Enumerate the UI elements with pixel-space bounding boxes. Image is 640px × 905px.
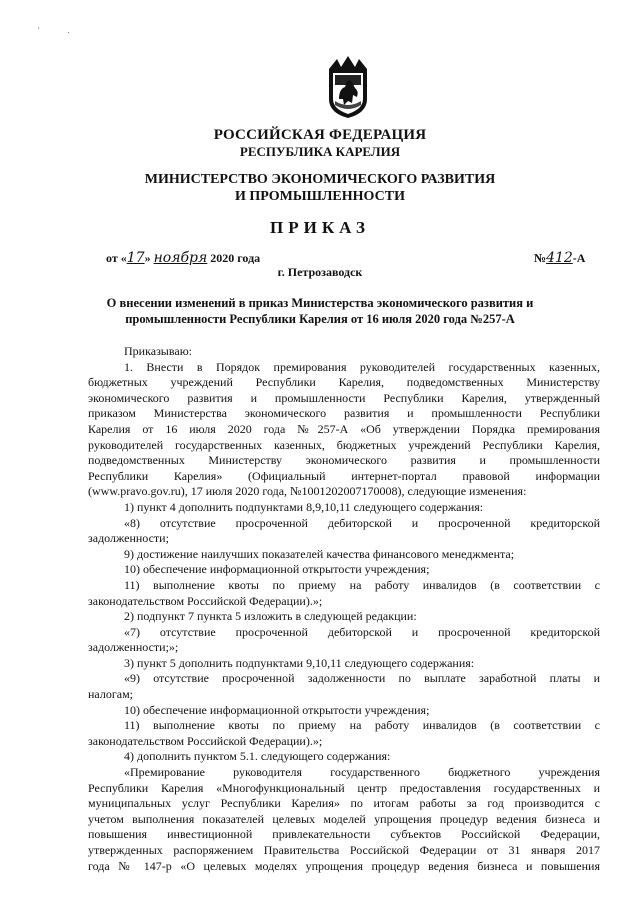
number-value: 412: [546, 250, 573, 266]
body-line: руководителей государственных казенных, бюджетных учреждений Республики Карелия,: [88, 437, 600, 452]
ministry-heading-line2: И ПРОМЫШЛЕННОСТИ: [235, 189, 405, 204]
federation-heading: РОССИЙСКАЯ ФЕДЕРАЦИЯ: [213, 127, 427, 143]
order-date: [106, 250, 260, 266]
body-line: «9) отсутствие просроченной задолженности по выплате заработной платы и: [124, 671, 600, 686]
body-line: 2) подпункт 7 пункта 5 изложить в следующей редакции:: [124, 609, 417, 624]
city-line: г. Петрозаводск: [277, 265, 363, 279]
date-prefix: от «: [106, 251, 127, 265]
body-line: 1. Внести в Порядок премирования руководителей государственных казенных,: [124, 359, 600, 374]
body-line: 10) обеспечение информационной открытости учреждения;: [124, 702, 430, 717]
body-line: «7) отсутствие просроченной дебиторской и просроченной кредиторской: [124, 624, 600, 639]
body-line: приказом Министерства экономического развития и промышленности Республики: [88, 406, 600, 421]
body-line: Приказываю:: [124, 344, 192, 358]
body-line: законодательством Российской Федерации).»;: [88, 733, 323, 748]
body-line: Карелия от 16 июля 2020 года №257-А «Об утверждении Порядка премирования: [88, 421, 600, 436]
body-line: задолженности;: [88, 531, 169, 546]
body-line: задолженности;»;: [88, 640, 179, 655]
body-line: 4) дополнить пунктом 5.1. следующего содержания:: [124, 749, 391, 764]
body-line: повышения инвестиционной привлекательности субъектов Российской Федерации,: [88, 827, 600, 842]
scan-marks: ' .: [38, 26, 70, 35]
body-line: муниципальных услуг Республики Карелия» по итогам работы за год производится с: [88, 796, 600, 811]
order-title-line2: промышленности Республики Карелия от 16 июля 2020 года №257-А: [125, 312, 515, 326]
order-title-line1: О внесении изменений в приказ Министерства экономического развития и: [106, 296, 534, 310]
number-prefix: №: [534, 251, 547, 265]
order-number: [534, 250, 585, 266]
body-line: налогам;: [88, 687, 134, 702]
body-line: утвержденных распоряжением Правительства Российской Федерации от 31 января 2017: [88, 843, 600, 857]
body-line: Республики Карелия» (Официальный интернет-портал правовой информации: [88, 468, 600, 483]
body-line: года № 147-р «О целевых моделях упрощения процедур ведения бизнеса и повышения: [88, 858, 600, 873]
ministry-heading-line1: МИНИСТЕРСТВО ЭКОНОМИЧЕСКОГО РАЗВИТИЯ: [144, 172, 496, 187]
body-line: 11) выполнение квоты по приему на работу инвалидов (в соответствии с: [124, 577, 600, 592]
body-line: 1) пункт 4 дополнить подпунктами 8,9,10,11 следующего содержания:: [124, 499, 484, 514]
body-line: «8) отсутствие просроченной дебиторской и просроченной кредиторской: [124, 515, 600, 530]
body-line: Республики Карелия «Многофункциональный центр предоставления государственных и: [88, 780, 600, 795]
body-line: законодательством Российской Федерации).»;: [88, 593, 323, 608]
body-line: 11) выполнение квоты по приему на работу инвалидов (в соответствии с: [124, 718, 600, 733]
order-body: [88, 344, 600, 874]
document-type-heading: ПРИКАЗ: [270, 218, 370, 237]
body-line: «Премирование руководителя государственного бюджетного учреждения: [124, 765, 600, 780]
karelia-coat-of-arms-icon: [325, 55, 371, 119]
date-year: 2020 года: [207, 251, 261, 265]
body-line: (www.pravo.gov.ru), 17 июля 2020 года, №1001202007170008), следующие изменения:: [88, 484, 527, 499]
body-line: учетом выполнения показателей целевых моделей упрощения процедур ведения бизнеса и: [88, 811, 600, 826]
body-line: бюджетных учреждений Республики Карелия, подведомственных Министерству: [88, 375, 600, 390]
body-line: 3) пункт 5 дополнить подпунктами 9,10,11 следующего содержания:: [124, 655, 475, 670]
date-mid: »: [144, 251, 151, 265]
body-line: 9) достижение наилучших показателей качества финансового менеджмента;: [124, 546, 515, 561]
republic-heading: РЕСПУБЛИКА КАРЕЛИЯ: [239, 144, 401, 159]
number-suffix: -А: [572, 251, 586, 265]
body-line: 10) обеспечение информационной открытости учреждения;: [124, 562, 430, 577]
body-line: экономического развития и промышленности Республики Карелия, утвержденный: [88, 390, 600, 405]
body-line: подведомственных Министерству экономического развития и промышленности: [88, 453, 600, 468]
date-day: 17: [126, 250, 145, 266]
date-month: ноября: [153, 250, 208, 266]
